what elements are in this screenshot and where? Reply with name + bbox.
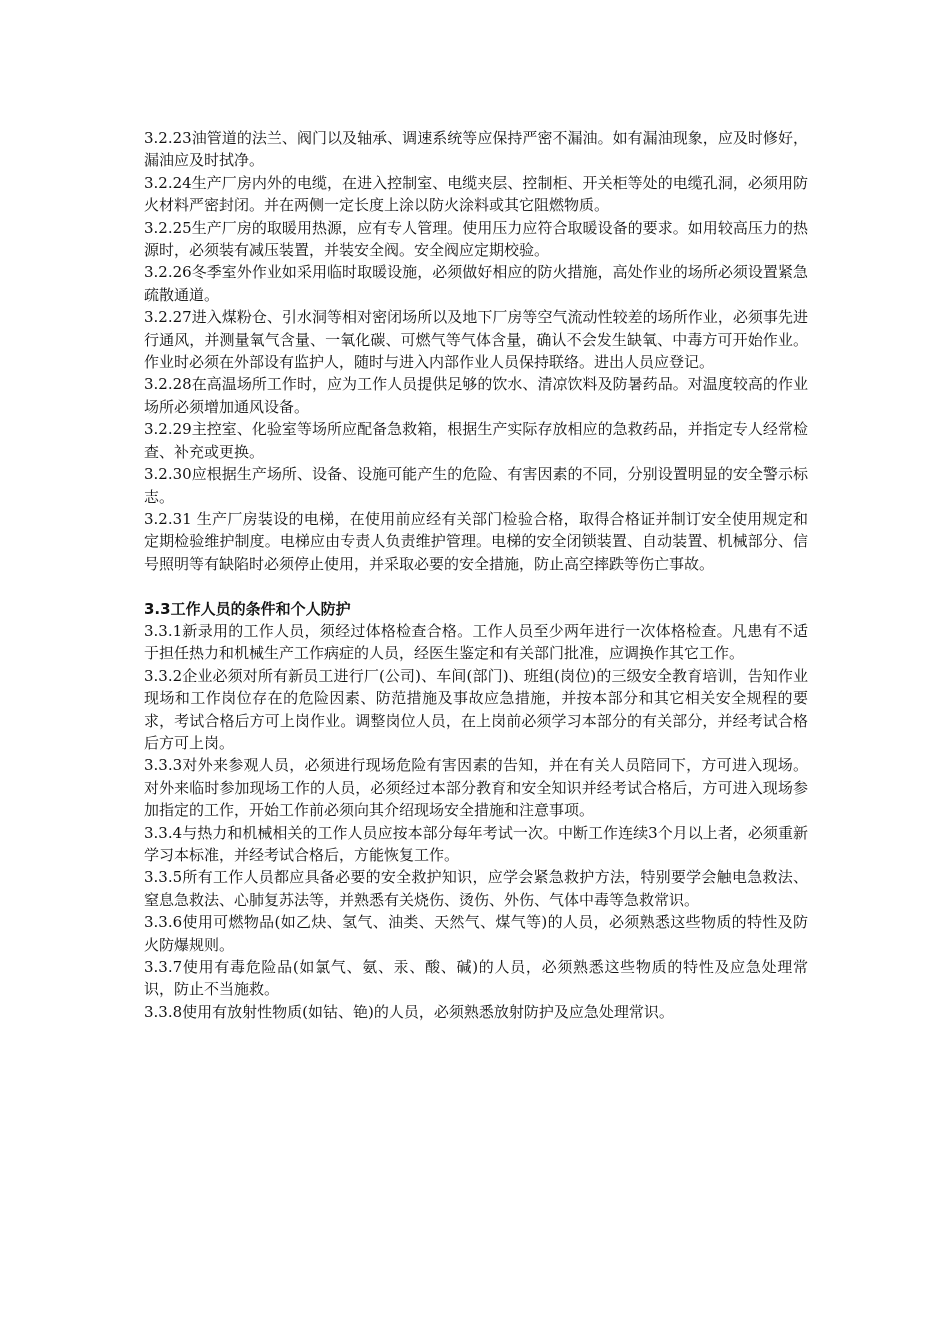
section-spacer [144,575,808,597]
paragraph-3-2-27: 3.2.27进入煤粉仓、引水洞等相对密闭场所以及地下厂房等空气流动性较差的场所作业，必须事先进行通风，并测量氧气含量、一氧化碳、可燃气等气体含量，确认不会发生缺氧、中毒方可开始作业。作业时必须在外部设有监护人，随时与进入内部作业人员保持联络。进出人员应登记。 [144,308,808,372]
paragraph-3-2-24: 3.2.24生产厂房内外的电缆，在进入控制室、电缆夹层、控制柜、开关柜等处的电缆孔洞，必须用防火材料严密封闭。并在两侧一定长度上涂以防火涂料或其它阻燃物质。 [144,173,808,215]
paragraph-3-3-4: 3.3.4与热力和机械相关的工作人员应按本部分每年考试一次。中断工作连续3个月以上者，必须重新学习本标准，并经考试合格后，方能恢复工作。 [144,823,808,864]
paragraph-3-3-7: 3.3.7使用有毒危险品(如氯气、氨、汞、酸、碱)的人员，必须熟悉这些物质的特性及应急处理常识，防止不当施救。 [144,958,808,999]
paragraph-3-2-29: 3.2.29主控室、化验室等场所应配备急救箱，根据生产实际存放相应的急救药品，并指定专人经常检查、补充或更换。 [144,420,808,461]
paragraph-3-2-25: 3.2.25生产厂房的取暖用热源，应有专人管理。使用压力应符合取暖设备的要求。如用较高压力的热源时，必须装有减压装置，并装安全阀。安全阀应定期校验。 [144,218,808,260]
paragraph-3-3-8: 3.3.8使用有放射性物质(如钴、铯)的人员，必须熟悉放射防护及应急处理常识。 [144,1002,674,1021]
paragraph-3-3-1: 3.3.1新录用的工作人员，须经过体格检查合格。工作人员至少两年进行一次体格检查。凡患有不适于担任热力和机械生产工作病症的人员，经医生鉴定和有关部门批准，应调换作其它工作。 [144,621,808,663]
paragraph-3-2-28: 3.2.28在高温场所工作时，应为工作人员提供足够的饮水、清凉饮料及防暑药品。对温度较高的作业场所必须增加通风设备。 [144,375,808,416]
section-heading-3-3: 3.3工作人员的条件和个人防护 [144,599,351,618]
paragraph-3-2-30: 3.2.30应根据生产场所、设备、设施可能产生的危险、有害因素的不同，分别设置明显的安全警示标志。 [144,465,808,506]
paragraph-3-2-23: 3.2.23油管道的法兰、阀门以及轴承、调速系统等应保持严密不漏油。如有漏油现象，应及时修好，漏油应及时拭净。 [144,129,808,170]
paragraph-3-3-5: 3.3.5所有工作人员都应具备必要的安全救护知识，应学会紧急救护方法，特别要学会触电急救法、窒息急救法、心肺复苏法等，并熟悉有关烧伤、烫伤、外伤、气体中毒等急救常识。 [144,868,808,909]
paragraph-3-3-3: 3.3.3对外来参观人员，必须进行现场危险有害因素的告知，并在有关人员陪同下，方可进入现场。对外来临时参加现场工作的人员，必须经过本部分教育和安全知识并经考试合格后，方可进入现场参加指定的工作，开始工作前必须向其介绍现场安全措施和注意事项。 [144,756,808,820]
document-page [144,127,808,1023]
paragraph-3-2-31: 3.2.31 生产厂房装设的电梯，在使用前应经有关部门检验合格，取得合格证并制订安全使用规定和定期检验维护制度。电梯应由专责人负责维护管理。电梯的安全闭锁装置、自动装置、机械部分、信号照明等有缺陷时必须停止使用，并采取必要的安全措施，防止高空摔跌等伤亡事故。 [144,509,808,573]
paragraph-3-3-2: 3.3.2企业必须对所有新员工进行厂(公司)、车间(部门)、班组(岗位)的三级安全教育培训，告知作业现场和工作岗位存在的危险因素、防范措施及事故应急措施，并按本部分和其它相关安全规程的要求，考试合格后方可上岗作业。调整岗位人员，在上岗前必须学习本部分的有关部分，并经考试合格后方可上岗。 [144,666,808,752]
paragraph-3-3-6: 3.3.6使用可燃物品(如乙炔、氢气、油类、天然气、煤气等)的人员，必须熟悉这些物质的特性及防火防爆规则。 [144,913,808,954]
paragraph-3-2-26: 3.2.26冬季室外作业如采用临时取暖设施，必须做好相应的防火措施，高处作业的场所必须设置紧急疏散通道。 [144,263,808,304]
